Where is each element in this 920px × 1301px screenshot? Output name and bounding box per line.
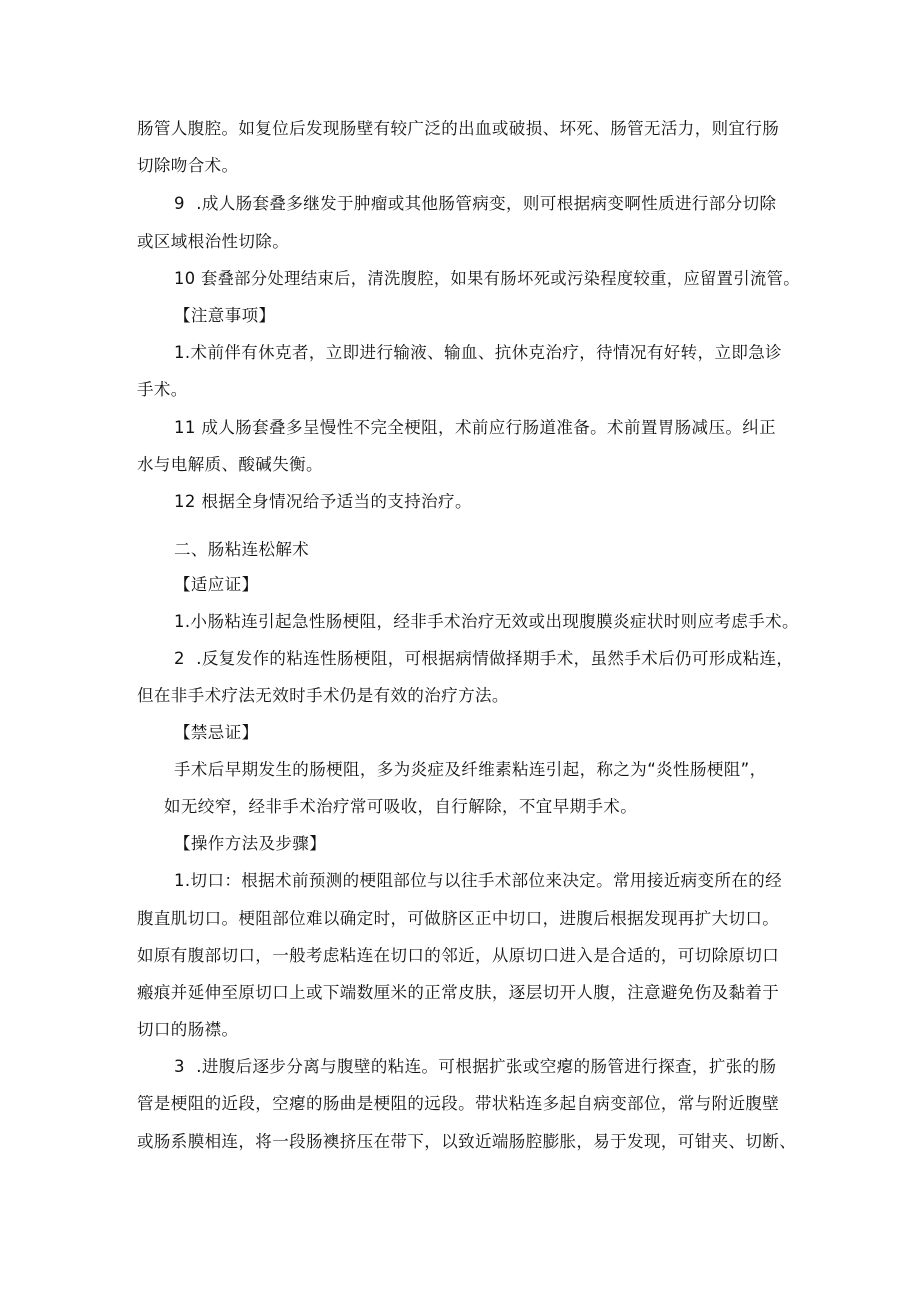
paragraph-line: 3 .进腹后逐步分离与腹壁的粘连。可根据扩张或空瘪的肠管进行探查，扩张的肠: [174, 1057, 777, 1076]
paragraph-line: 水与电解质、酸碱失衡。: [137, 455, 323, 474]
paragraph-line: 11 成人肠套叠多呈慢性不完全梗阻，术前应行肠道准备。术前置胃肠减压。纠正: [174, 418, 777, 437]
paragraph-line: 但在非手术疗法无效时手术仍是有效的治疗方法。: [137, 686, 509, 705]
paragraph-line: 1.切口：根据术前预测的梗阻部位与以往手术部位来决定。常用接近病变所在的经: [174, 871, 783, 890]
paragraph-line: 如无绞窄，经非手术治疗常可吸收，自行解除，不宜早期手术。: [164, 797, 638, 816]
section-title: 二、肠粘连松解术: [174, 540, 310, 559]
section-heading: 【适应证】: [174, 575, 259, 594]
paragraph-line: 手术后早期发生的肠梗阻，多为炎症及纤维素粘连引起，称之为“炎性肠梗阻”，: [174, 760, 767, 779]
paragraph-line: 手术。: [137, 380, 188, 399]
paragraph-line: 或区域根治性切除。: [137, 232, 290, 251]
paragraph-line: 切除吻合术。: [137, 156, 239, 175]
paragraph-line: 10 套叠部分处理结束后，清洗腹腔，如果有肠坏死或污染程度较重，应留置引流管。: [174, 269, 800, 288]
section-heading: 【禁忌证】: [174, 723, 259, 742]
paragraph-line: 1.小肠粘连引起急性肠梗阻，经非手术治疗无效或出现腹膜炎症状时则应考虑手术。: [174, 612, 799, 631]
section-heading: 【注意事项】: [174, 306, 276, 325]
paragraph-line: 切口的肠襟。: [137, 1020, 239, 1039]
paragraph-line: 肠管人腹腔。如复位后发现肠壁有较广泛的出血或破损、坏死、肠管无活力，则宜行肠: [137, 119, 780, 138]
paragraph-line: 瘢痕并延伸至原切口上或下端数厘米的正常皮肤，逐层切开人腹，注意避免伤及黏着于: [137, 983, 780, 1002]
section-heading: 【操作方法及步骤】: [174, 834, 327, 853]
paragraph-line: 9 .成人肠套叠多继发于肿瘤或其他肠管病变，则可根据病变啊性质进行部分切除: [174, 194, 777, 213]
paragraph-line: 如原有腹部切口，一般考虑粘连在切口的邻近，从原切口进入是合适的，可切除原切口: [137, 946, 780, 965]
paragraph-line: 或肠系膜相连，将一段肠襖挤压在带下，以致近端肠腔膨胀，易于发现，可钳夹、切断、: [137, 1132, 797, 1151]
paragraph-line: 管是梗阻的近段，空瘪的肠曲是梗阻的远段。带状粘连多起自病变部位，常与附近腹壁: [137, 1094, 780, 1113]
paragraph-line: 2 .反复发作的粘连性肠梗阻，可根据病情做择期手术，虽然手术后仍可形成粘连，: [174, 649, 794, 668]
paragraph-line: 腹直肌切口。梗阻部位难以确定时，可做脐区正中切口，进腹后根据发现再扩大切口。: [137, 909, 780, 928]
paragraph-line: 12 根据全身情况给予适当的支持治疗。: [174, 492, 472, 511]
paragraph-line: 1.术前伴有休克者，立即进行输液、输血、抗休克治疗，待情况有好转，立即急诊: [174, 343, 783, 362]
